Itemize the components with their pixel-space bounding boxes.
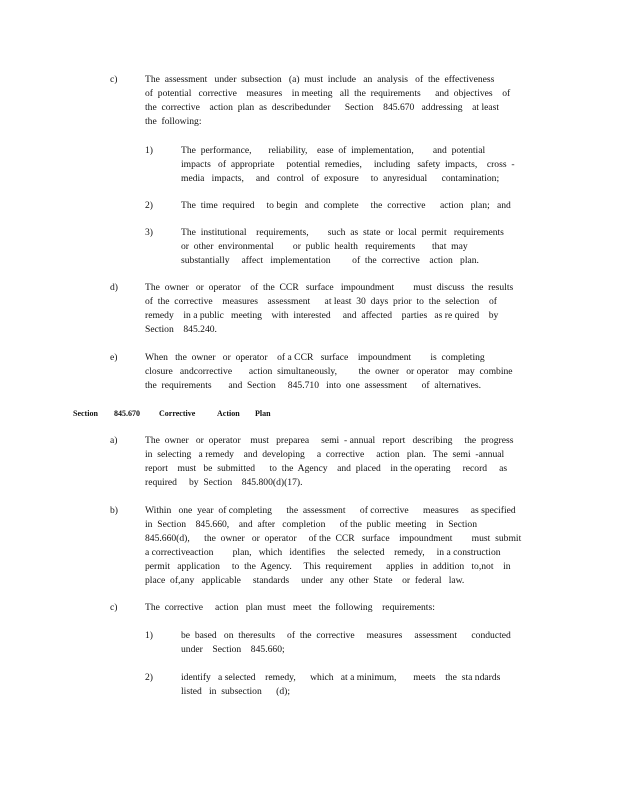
item-label-1: 1) [145,145,153,156]
item-label-1b: 1) [145,630,153,641]
paragraph-c-plan-requirements [145,601,435,615]
text-line: The owner or operator must preparea semi - annual report describing the progress [145,435,514,446]
text-line: The performance, reliability, ease of implementation, and potential [181,145,486,156]
paragraph-c-assessment [145,73,510,129]
text-line: permit application to the Agency. This requirement applies in addition to,not in [145,561,511,572]
section-heading [73,408,293,420]
section-heading-title-1: Corrective [159,409,196,418]
text-line: required by Section 845.800(d)(17). [145,477,303,488]
text-line: under Section 845.660; [181,644,285,655]
paragraph-label-c2: c) [110,602,118,613]
section-heading-word: Section [73,409,98,418]
paragraph-label-e: e) [110,352,118,363]
text-line: substantially affect implementation of the corrective action plan. [181,255,479,266]
item-3-institutional [181,226,504,268]
text-line: place of,any applicable standards under any other State or federal law. [145,575,465,586]
text-line: 845.660(d), the owner or operator of the CCR surface impoundment must submit [145,533,522,544]
section-heading-number: 845.670 [114,409,140,418]
text-line: Section 845.240. [145,324,217,335]
text-line: listed in subsection (d); [181,686,290,697]
text-line: impacts of appropriate potential remedies, including safety impacts, cross - [181,159,515,170]
text-line: The institutional requirements, such as state or local permit requirements [181,227,504,238]
text-line: closure andcorrective action simultaneously, the owner or operator may combine [145,366,513,377]
text-line: the corrective action plan as describedunder Section 845.670 addressing at least [145,102,500,113]
paragraph-label-c: c) [110,74,118,85]
text-line: of the corrective measures assessment at least 30 days prior to the selection of [145,296,497,307]
paragraph-label-a: a) [110,435,118,446]
text-line: the requirements and Section 845.710 into one assessment of alternatives. [145,380,481,391]
text-line: Within one year of completing the assessment of corrective measures as specified [145,505,516,516]
paragraph-b-within-one-year [145,504,521,588]
item-1-based-on-results [181,629,511,657]
text-line: The corrective action plan must meet the following requirements: [145,602,435,613]
paragraph-label-b: b) [110,505,118,516]
paragraph-d-public-meeting [145,281,513,337]
paragraph-e-closure [145,351,513,393]
text-line: in selecting a remedy and developing a corrective action plan. The semi -annual [145,449,505,460]
text-line: media impacts, and control of exposure to anyresidual contamination; [181,173,500,184]
item-label-2: 2) [145,200,153,211]
text-line: a correctiveaction plan, which identifies the selected remedy, in a construction [145,547,501,558]
item-2-time-required [181,199,511,213]
text-line: When the owner or operator of a CCR surface impoundment is completing [145,352,485,363]
paragraph-a-semi-annual-report [145,434,513,490]
item-2-identify-remedy [181,671,500,699]
item-label-2b: 2) [145,672,153,683]
paragraph-label-d: d) [110,282,118,293]
section-heading-title-2: Action [217,409,240,418]
text-line: the following: [145,116,202,127]
text-line: remedy in a public meeting with interested and affected parties as re quired by [145,310,499,321]
item-label-3: 3) [145,227,153,238]
text-line: The owner or operator of the CCR surface impoundment must discuss the results [145,282,514,293]
section-heading-title-3: Plan [255,409,271,418]
text-line: The time required to begin and complete the corrective action plan; and [181,200,511,211]
text-line: be based on theresults of the corrective measures assessment conducted [181,630,511,641]
text-line: of potential corrective measures in meeting all the requirements and objectives of [145,88,511,99]
text-line: report must be submitted to the Agency and placed in the operating record as [145,463,508,474]
text-line: The assessment under subsection (a) must include an analysis of the effectiveness [145,74,495,85]
text-line: or other environmental or public health requirements that may [181,241,468,252]
text-line: in Section 845.660, and after completion of the public meeting in Section [145,519,477,530]
item-1-performance [181,144,515,186]
text-line: identify a selected remedy, which at a minimum, meets the sta ndards [181,672,501,683]
